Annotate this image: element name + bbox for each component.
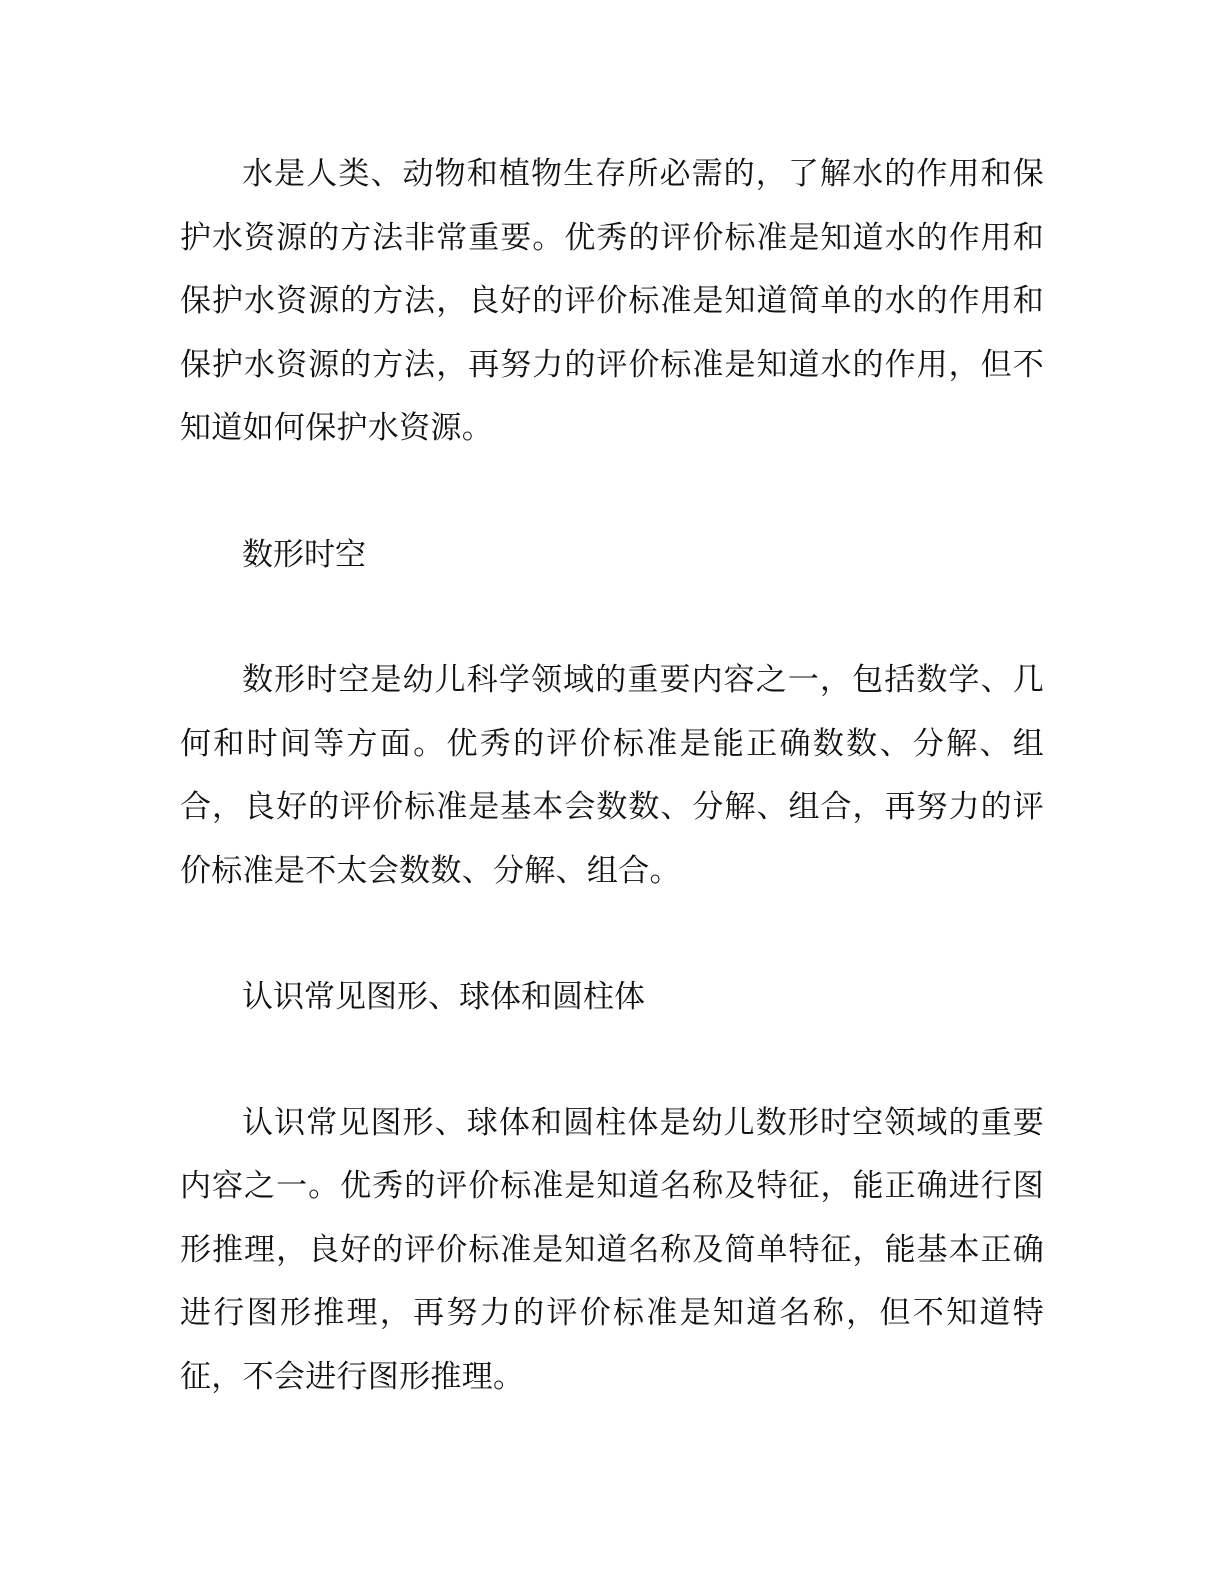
paragraph-common-shapes: 认识常见图形、球体和圆柱体是幼儿数形时空领域的重要内容之一。优秀的评价标准是知道名称及特征，能正确进行图形推理，良好的评价标准是知道名称及简单特征，能基本正确进行图形推理，再努力的评价标准是知道名称，但不知道特征，不会进行图形推理。 (180, 1104, 1044, 1395)
heading-number-shape-space-time: 数形时空 (242, 536, 366, 573)
document-page (180, 143, 1044, 1409)
paragraph-number-shape-space-time: 数形时空是幼儿科学领域的重要内容之一，包括数学、几何和时间等方面。优秀的评价标准是能正确数数、分解、组合，良好的评价标准是基本会数数、分解、组合，再努力的评价标准是不太会数数、分解、组合。 (180, 662, 1044, 889)
paragraph-water-resources: 水是人类、动物和植物生存所必需的，了解水的作用和保护水资源的方法非常重要。优秀的评价标准是知道水的作用和保护水资源的方法，良好的评价标准是知道简单的水的作用和保护水资源的方法，再努力的评价标准是知道水的作用，但不知道如何保护水资源。 (180, 156, 1044, 446)
heading-common-shapes: 认识常见图形、球体和圆柱体 (242, 979, 645, 1015)
